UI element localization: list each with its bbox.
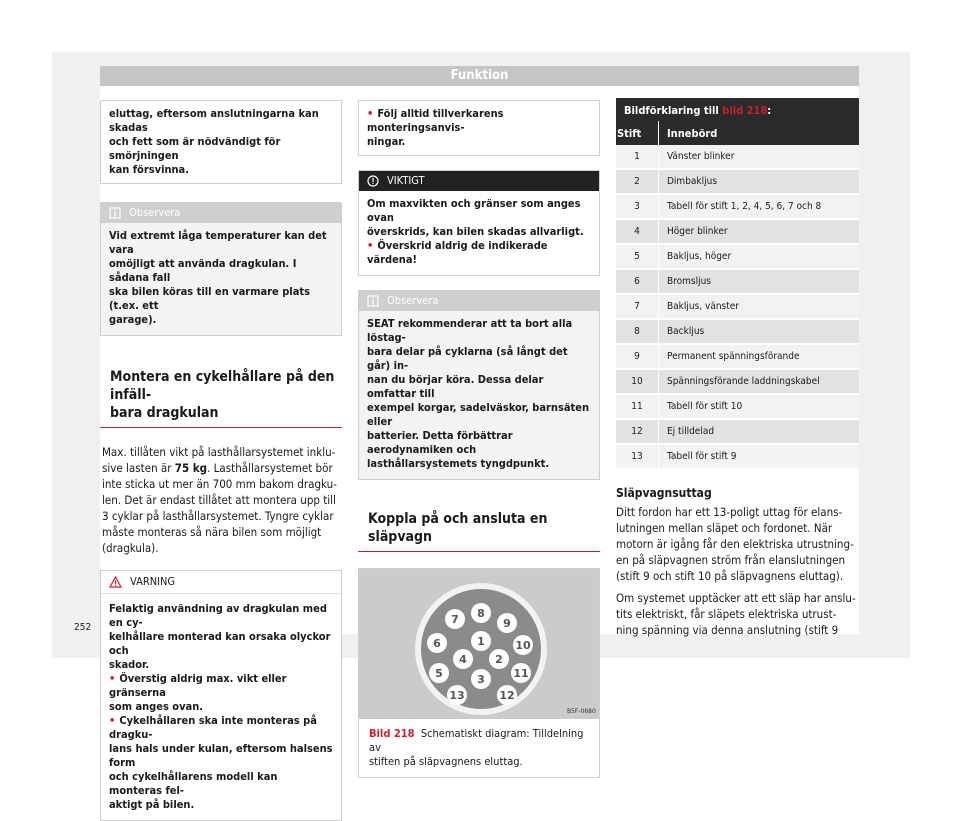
text-line: batterier. Detta förbättrar aerodynamiken och xyxy=(367,429,513,456)
important-title: VIKTIGT xyxy=(387,174,425,187)
socket-diagram xyxy=(359,569,599,719)
important-header xyxy=(359,171,599,191)
info-icon xyxy=(109,207,121,219)
warning-title: VARNING xyxy=(130,575,176,588)
text-line: motorn är igång får den elektriska utrustning- xyxy=(616,537,854,551)
weight-value: 75 kg xyxy=(174,461,208,475)
table-row xyxy=(616,294,859,319)
pin-meaning: Permanent spänningsförande xyxy=(659,344,860,369)
text-line: Om systemet upptäcker att ett släp har anslu- xyxy=(616,591,856,605)
table-row xyxy=(616,169,859,194)
bullet-item: • Cykelhållaren ska inte monteras på dragku- xyxy=(109,714,333,742)
pin-number: 12 xyxy=(616,419,659,444)
text-line: (stift 9 och stift 10 på släpvagnens eluttag). xyxy=(616,569,844,583)
text-line: kan försvinna. xyxy=(109,163,189,176)
text-line: bara dragkulan xyxy=(110,405,219,421)
pin-meaning: Tabell för stift 10 xyxy=(659,394,860,419)
note-box xyxy=(100,202,342,336)
text-line: en på släpvagnen ström från elanslutningen xyxy=(616,553,846,567)
text-line: Max. tillåten vikt på lasthållarsystemet inklu- xyxy=(102,445,336,459)
text-line: Om maxvikten och gränser som anges ovan xyxy=(367,197,581,224)
pin-label-13: 13 xyxy=(449,689,465,702)
text-line: eluttag, eftersom anslutningarna kan skadas xyxy=(109,107,319,134)
text-line: kelhållare monterad kan orsaka olyckor och xyxy=(109,630,331,657)
text-line: nan du börjar köra. Dessa delar omfattar till xyxy=(367,373,544,400)
text-line: och fett som är nödvändigt för smörjningen xyxy=(109,135,281,162)
text-block xyxy=(616,484,859,638)
paragraph xyxy=(100,444,342,556)
table-header-row xyxy=(616,121,859,145)
pin-label-6: 6 xyxy=(433,637,441,650)
text-span: . Lasthållarsystemet bör xyxy=(207,461,333,475)
figure-label: Bild 218 xyxy=(369,727,415,740)
text-line: inte sticka ut mer än 700 mm bakom dragku- xyxy=(102,477,337,491)
column-header-meaning: Innebörd xyxy=(659,121,860,145)
pin-meaning: Höger blinker xyxy=(659,219,860,244)
socket-diagram-svg xyxy=(359,569,599,719)
pin-table xyxy=(616,121,859,470)
pin-number: 4 xyxy=(616,219,659,244)
pin-label-1: 1 xyxy=(477,635,485,648)
continued-warning-box xyxy=(100,100,342,184)
important-body xyxy=(359,191,599,275)
note-title: Observera xyxy=(129,206,181,219)
table-row xyxy=(616,444,859,469)
pin-label-11: 11 xyxy=(513,667,529,680)
pin-number: 5 xyxy=(616,244,659,269)
table-row xyxy=(616,369,859,394)
sub-heading: Släpvagnsuttag xyxy=(616,486,712,500)
figure-code: B5F-0680 xyxy=(567,708,596,715)
column-right xyxy=(616,98,859,638)
column-middle xyxy=(358,100,600,778)
text-line xyxy=(102,460,342,476)
note-body xyxy=(101,223,341,335)
pin-number: 10 xyxy=(616,369,659,394)
text-line: som anges ovan. xyxy=(109,700,204,713)
text-line: måste monteras så nära bilen som möjligt xyxy=(102,525,322,539)
section-title xyxy=(100,368,342,422)
text-line: och cykelhållarens modell kan monteras fel- xyxy=(109,770,278,797)
pin-meaning: Tabell för stift 1, 2, 4, 5, 6, 7 och 8 xyxy=(659,194,860,219)
warning-triangle-icon xyxy=(109,576,122,588)
warning-header xyxy=(101,571,341,594)
pin-meaning: Bromsljus xyxy=(659,269,860,294)
text-line: exempel korgar, sadelväskor, barnsäten eller xyxy=(367,401,590,428)
pin-meaning: Vänster blinker xyxy=(659,145,860,169)
continued-warning-box xyxy=(358,100,600,156)
pin-meaning: Ej tilldelad xyxy=(659,419,860,444)
pin-label-4: 4 xyxy=(459,653,467,666)
bullet-item: • Överstig aldrig max. vikt eller gränserna xyxy=(109,672,333,700)
table-row xyxy=(616,419,859,444)
warning-body xyxy=(101,594,341,820)
pin-number: 1 xyxy=(616,145,659,169)
text-span: sive lasten är xyxy=(102,461,175,475)
table-row xyxy=(616,194,859,219)
text-line: omöjligt att använda dragkulan. I sådana fall xyxy=(109,257,297,284)
text-line: ska bilen köras till en varmare plats (t.ex. ett xyxy=(109,285,310,312)
pin-meaning: Tabell för stift 9 xyxy=(659,444,860,469)
text-line: bara delar på cyklarna (så långt det går) in- xyxy=(367,345,568,372)
pin-number: 9 xyxy=(616,344,659,369)
text-line xyxy=(369,727,589,755)
pin-meaning: Backljus xyxy=(659,319,860,344)
table-row xyxy=(616,244,859,269)
text-line: Montera en cykelhållare på den infäll- xyxy=(110,369,335,403)
text-span: : xyxy=(767,104,772,117)
text-line: överskrids, kan bilen skadas allvarligt. xyxy=(367,225,584,238)
table-title xyxy=(616,98,859,121)
column-left xyxy=(100,100,342,821)
text-line: aktigt på bilen. xyxy=(109,798,195,811)
note-body xyxy=(359,311,599,479)
pin-label-9: 9 xyxy=(503,617,511,630)
text-line: skador. xyxy=(109,658,150,671)
bullet-item: • Överskrid aldrig de indikerade värdena! xyxy=(367,239,591,267)
table-row xyxy=(616,394,859,419)
column-header-pin: Stift xyxy=(616,121,659,145)
table-row xyxy=(616,219,859,244)
note-header xyxy=(359,291,599,311)
note-box xyxy=(358,290,600,480)
pin-label-3: 3 xyxy=(477,673,485,686)
pin-label-10: 10 xyxy=(515,639,531,652)
table-row xyxy=(616,319,859,344)
important-box xyxy=(358,170,600,276)
pin-meaning: Dimbakljus xyxy=(659,169,860,194)
text-line: 3 cyklar på lasthållarsystemet. Tyngre cyklar xyxy=(102,509,334,523)
bullet-item: • Följ alltid tillverkarens monteringsanvis- xyxy=(367,107,591,135)
text-line: garage). xyxy=(109,313,157,326)
exclamation-circle-icon xyxy=(367,175,379,187)
pin-number: 7 xyxy=(616,294,659,319)
text-line: Vid extremt låga temperaturer kan det vara xyxy=(109,229,327,256)
text-line: lutningen mellan släpet och fordonet. När xyxy=(616,521,833,535)
pin-label-5: 5 xyxy=(435,667,443,680)
page-header: Funktion xyxy=(100,66,859,86)
text-line: lasthållarsystemets tyngdpunkt. xyxy=(367,457,550,470)
text-span: Bildförklaring till xyxy=(624,104,723,117)
pin-label-2: 2 xyxy=(495,653,503,666)
info-icon xyxy=(367,295,379,307)
pin-number: 13 xyxy=(616,444,659,469)
text-line: Ditt fordon har ett 13-poligt uttag för elans- xyxy=(616,505,843,519)
pin-label-8: 8 xyxy=(477,607,485,620)
text-line: SEAT rekommenderar att ta bort alla löstag- xyxy=(367,317,573,344)
pin-label-12: 12 xyxy=(499,689,515,702)
note-title: Observera xyxy=(387,294,439,307)
pin-number: 3 xyxy=(616,194,659,219)
text-line: (dragkula). xyxy=(102,541,159,555)
pin-meaning: Bakljus, vänster xyxy=(659,294,860,319)
pin-number: 2 xyxy=(616,169,659,194)
text-span: Schematiskt diagram: Tilldelning av xyxy=(369,727,584,754)
pin-label-7: 7 xyxy=(451,613,459,626)
pin-table-body xyxy=(616,145,859,469)
text-line: stiften på släpvagnens eluttag. xyxy=(369,755,523,768)
text-line: lans hals under kulan, eftersom halsens form xyxy=(109,742,333,769)
pin-meaning: Spänningsförande laddningskabel xyxy=(659,369,860,394)
text-line: len. Det är endast tillåtet att montera upp till xyxy=(102,493,336,507)
warning-box xyxy=(100,570,342,821)
pin-number: 6 xyxy=(616,269,659,294)
note-header xyxy=(101,203,341,223)
table-row xyxy=(616,269,859,294)
text-line: tits elektriskt, får släpets elektriska utrust- xyxy=(616,607,837,621)
figure-box xyxy=(358,568,600,778)
text-line: ningar. xyxy=(367,135,406,148)
section-title: Koppla på och ansluta en släpvagn xyxy=(358,510,600,546)
table-row xyxy=(616,344,859,369)
text-line: ning spänning via denna anslutning (stift 9 xyxy=(616,623,839,637)
pin-number: 11 xyxy=(616,394,659,419)
figure-reference: bild 218 xyxy=(722,104,768,117)
text-line: Felaktig användning av dragkulan med en cy- xyxy=(109,602,327,629)
table-row xyxy=(616,145,859,169)
figure-caption xyxy=(359,719,599,777)
paragraph xyxy=(616,504,859,584)
paragraph xyxy=(616,590,859,638)
pin-number: 8 xyxy=(616,319,659,344)
page-number: 252 xyxy=(74,622,92,633)
pin-meaning: Bakljus, höger xyxy=(659,244,860,269)
